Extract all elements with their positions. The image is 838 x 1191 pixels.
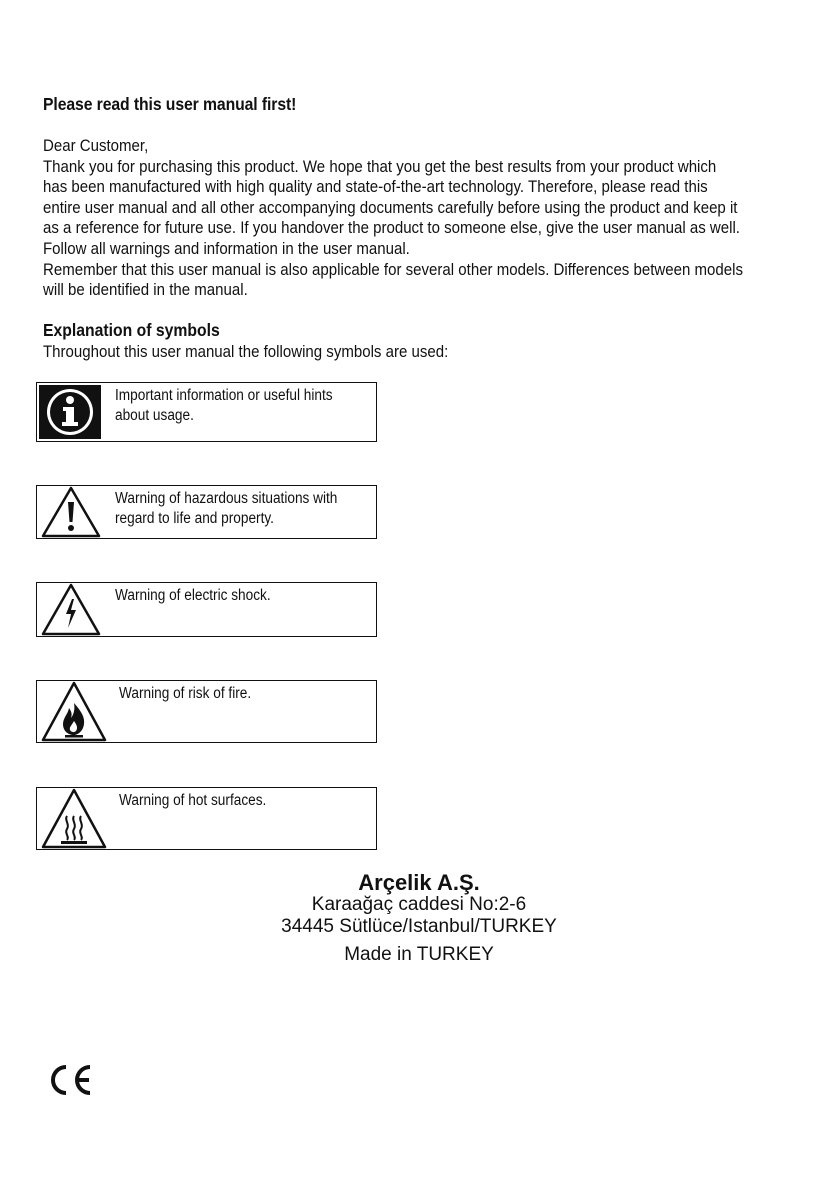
ce-mark-icon [44, 1063, 96, 1097]
made-in-label: Made in TURKEY [344, 944, 494, 965]
warning-exclamation-icon [41, 486, 101, 543]
intro-line: Thank you for purchasing this product. We hope that you get the best results from your product which [43, 156, 717, 176]
symbol-text: regard to life and property. [115, 509, 274, 527]
info-icon [39, 385, 101, 444]
symbols-intro: Throughout this user manual the following symbols are used: [43, 342, 449, 361]
symbol-box-hot [36, 787, 377, 850]
symbol-text: about usage. [115, 406, 194, 424]
manufacturer-name: Arçelik A.Ş. [358, 870, 480, 895]
electric-shock-icon [41, 583, 101, 641]
intro-line: Remember that this user manual is also applicable for several other models. Differences between models [43, 259, 743, 279]
symbol-text: Important information or useful hints [115, 387, 333, 404]
fire-risk-icon [41, 681, 107, 747]
intro-line: entire user manual and all other accompanying documents carefully before using the product and keep it [43, 197, 738, 217]
intro-text [43, 136, 795, 301]
hot-surface-icon [41, 788, 107, 854]
symbol-text: Warning of hot surfaces. [119, 792, 267, 809]
symbol-box-fire [36, 680, 377, 743]
symbol-text: Warning of risk of fire. [119, 685, 252, 702]
intro-line: as a reference for future use. If you handover the product to someone else, give the user manual as well. [43, 218, 740, 238]
symbol-text: Warning of electric shock. [115, 587, 271, 604]
symbol-box-electric [36, 582, 377, 637]
symbol-text: Warning of hazardous situations with [115, 490, 338, 507]
intro-line: Dear Customer, [43, 136, 149, 155]
intro-line: Follow all warnings and information in the user manual. [43, 238, 410, 258]
intro-line: has been manufactured with high quality and state-of-the-art technology. Therefore, please read this [43, 177, 708, 197]
page-title: Please read this user manual first! [43, 94, 297, 114]
symbol-box-hazard [36, 485, 377, 539]
manufacturer-address-line1: Karaağaç caddesi No:2-6 [311, 894, 527, 915]
intro-line: will be identified in the manual. [43, 280, 248, 300]
manufacturer-address-line2: 34445 Sütlüce/Istanbul/TURKEY [281, 916, 557, 937]
symbols-heading: Explanation of symbols [43, 320, 220, 340]
symbol-box-info [36, 382, 377, 442]
